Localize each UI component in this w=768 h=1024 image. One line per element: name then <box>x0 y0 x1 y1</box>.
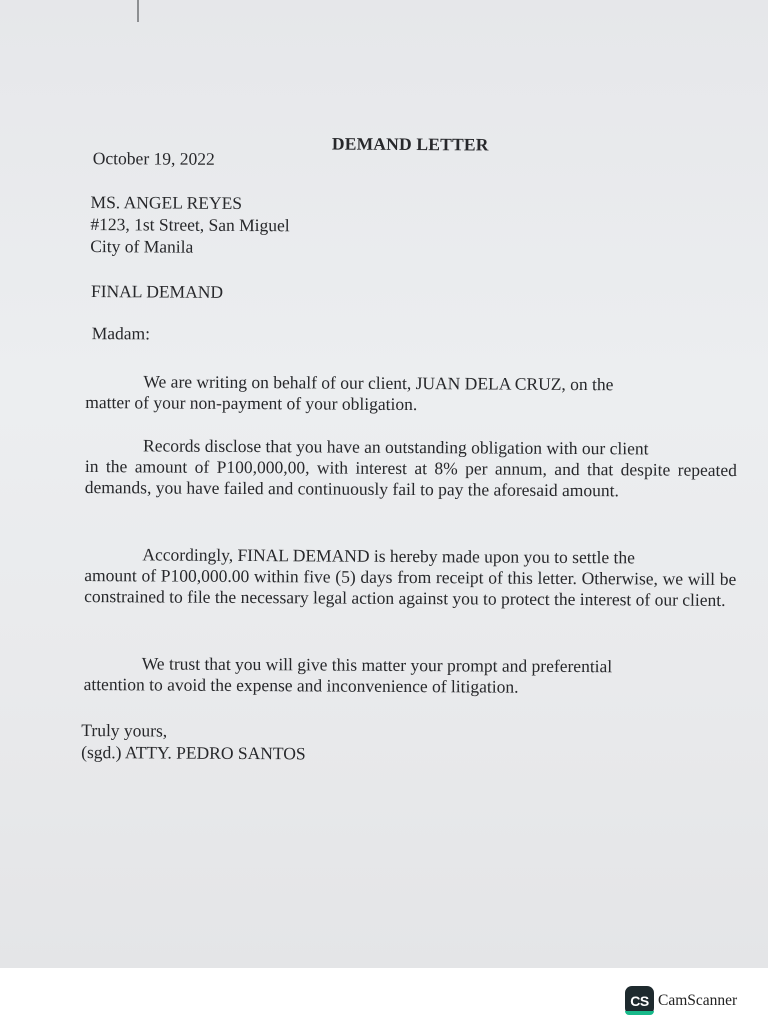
paragraph-1-rest: matter of your non-payment of your obligation. <box>85 392 418 415</box>
paragraph-2 <box>85 435 737 502</box>
camscanner-logo-letters: CS <box>630 992 649 1009</box>
paragraph-2-rest: in the amount of P100,000,00, with interest at 8% per annum, and that despite repeated demands, you have failed and continuously fail to pay the aforesaid amount. <box>84 456 737 501</box>
paragraph-3-rest: amount of P100,000.00 within five (5) days from receipt of this letter. Otherwise, we will be constrained to file the necessary legal action against you to protect the interest of our client. <box>84 565 737 610</box>
paragraph-4 <box>84 653 736 699</box>
recipient-address <box>90 192 290 259</box>
paragraph-1-first-line: We are writing on behalf of our client, JUAN DELA CRUZ, on the <box>143 371 614 395</box>
salutation: Madam: <box>91 323 151 344</box>
letter-body <box>81 128 747 764</box>
recipient-city: City of Manila <box>90 236 194 257</box>
paragraph-4-first-line: We trust that you will give this matter your prompt and preferential <box>141 653 613 677</box>
signatory: (sgd.) ATTY. PEDRO SANTOS <box>81 742 306 764</box>
paragraph-3 <box>84 544 736 611</box>
closing-block <box>81 720 306 765</box>
camscanner-watermark <box>625 986 737 1015</box>
letter-date: October 19, 2022 <box>92 148 215 169</box>
camscanner-logo-icon <box>625 986 654 1015</box>
paragraph-1 <box>85 371 737 417</box>
recipient-street: #123, 1st Street, San Miguel <box>90 214 290 236</box>
letter-subject: FINAL DEMAND <box>90 281 224 302</box>
closing-phrase: Truly yours, <box>81 720 168 741</box>
paragraph-4-rest: attention to avoid the expense and inconvenience of litigation. <box>83 674 519 697</box>
paragraph-2-first-line: Records disclose that you have an outstanding obligation with our client <box>143 435 649 459</box>
recipient-name: MS. ANGEL REYES <box>90 192 243 213</box>
camscanner-label: CamScanner <box>658 991 738 1009</box>
paper-fold-line <box>137 0 139 22</box>
paragraph-3-first-line: Accordingly, FINAL DEMAND is hereby made upon you to settle the <box>142 544 635 568</box>
letter-title: DEMAND LETTER <box>331 133 489 155</box>
